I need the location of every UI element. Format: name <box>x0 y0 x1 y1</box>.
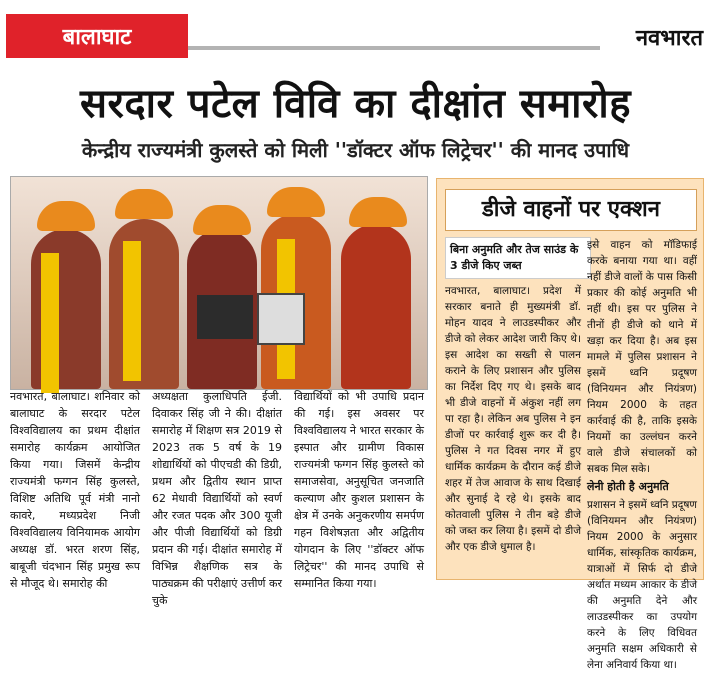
turban-shape <box>37 201 95 231</box>
sidebar-right-text-2: प्रशासन ने इसमें ध्वनि प्रदूषण (विनियमन और नियंत्रण) नियम 2000 के अनुसार धार्मिक, सांस्कृतिक कार्यक्रम, यात्राओं में सिर्फ दो डीजे अर्थात मध्यम आकार के डीजे की अनुमति देने और लाउडस्पीकर का उपयोग करने के लिए विधिवत अनुमति सक्षम अधिकारी से लेना अनिवार्य किया था। <box>587 499 698 671</box>
article-column <box>10 388 140 590</box>
sidebar-left-text: नवभारत, बालाघाट। प्रदेश में सरकार बनाते ही मुख्यमंत्री डॉ. मोहन यादव ने लाउडस्पीकर और डीजे को लेकर आदेश जारी किए थे। इस आदेश का सख्ती से पालन कराने के लिए प्रशासन और पुलिस का निर्देश दिए गए थे। इसके बाद भी डीजे वाहनों में अंकुश नहीं लग पा रहा है। लेकिन अब पुलिस ने इन डीजों पर कार्रवाई शुरू कर दी है। पुलिस ने गत दिवस नगर में हुए धार्मिक कार्यक्रम के दौरान कई डीजे शहर में तेज आवाज के साथ दिखाई और सुनाई दे रहे थे। इसके बाद कोतवाली पुलिस ने तीन बड़े डीजे को जब्त कर लिया है। इसमें दो डीजे और एक डीजे धुमाल है। <box>445 285 581 553</box>
turban-shape <box>193 205 251 235</box>
sidebar-right-heading: लेनी होती है अनुमति <box>587 480 669 493</box>
header-rule <box>188 46 600 50</box>
sidebar-right-column <box>587 237 697 673</box>
page-subheadline: केन्द्रीय राज्यमंत्री कुलस्ते को मिली ''डॉक्टर ऑफ लिट्रेचर'' की मानद उपाधि <box>81 138 630 162</box>
ceremony-photo <box>10 176 428 390</box>
article-text: अध्यक्षता कुलाधिपति ईजी. दिवाकर सिंह जी ने की। दीक्षांत समारोह में शिक्षण सत्र 2019 से 2023 तक 5 वर्ष के 19 शोद्यार्थियों को पीएचडी की डिग्री, प्रथम और द्वितीय स्थान प्राप्त 62 मेधावी विद्यार्थियों को स्वर्ण और रजत पदक और 300 यूजी और पीजी विद्यार्थियों को डिग्री प्रदान की गई। दीक्षांत समारोह में विभिन्न शैक्षणिक सत्र के पाठ्यक्रम की परीक्षाएं उत्तीर्ण कर चुके <box>152 390 282 607</box>
newspaper-brand: नवभारत <box>635 26 703 51</box>
masthead <box>0 0 711 62</box>
page-headline: सरदार पटेल विवि का दीक्षांत समारोह <box>80 81 631 127</box>
stole-shape <box>41 253 59 393</box>
article-column <box>294 388 424 590</box>
turban-shape <box>115 189 173 219</box>
turban-shape <box>349 197 407 227</box>
sidebar-title: डीजे वाहनों पर एक्शन <box>445 189 697 231</box>
sidebar-subhead: बिना अनुमति और तेज साउंड के 3 डीजे किए जब्त <box>445 237 591 279</box>
article-text: नवभारत, बालाघाट। शनिवार को बालाघाट के सरदार पटेल विश्वविद्यालय का प्रथम दीक्षांत समारोह कार्यक्रम आयोजित किया गया। जिसमें केन्द्रीय राज्यमंत्री फग्गन सिंह कुलस्ते, विशिष्ट अतिथि पूर्व मंत्री नानो कावरे, मध्यप्रदेश निजी विश्वविद्यालय विनियामक आयोग अध्यक्ष डॉ. भरत शरण सिंह, बाबूजी चंदभान सिंह प्रमुख रूप से मौजूद थे। समारोह की <box>10 390 140 590</box>
sidebar-story <box>436 178 704 671</box>
stole-shape <box>123 241 141 381</box>
person-figure <box>341 224 411 389</box>
article-column <box>152 388 282 607</box>
article-text: विद्यार्थियों को भी उपाधि प्रदान की गई। इस अवसर पर विश्वविद्यालय ने भारत सरकार के इस्पात और ग्रामीण विकास राज्यमंत्री फग्गन सिंह कुलस्ते को समाजसेवा, अनुसूचित जनजाति कल्याण और कुशल प्रशासन के क्षेत्र में उनके अनुकरणीय समर्पण गहन विशेषज्ञता और अद्वितीय योगदान के लिए ''डॉक्टर ऑफ लिट्रेचर'' की मानद उपाधि से सम्मानित किया गया। <box>294 390 424 590</box>
certificate-frame <box>197 295 253 339</box>
main-article-body <box>10 388 430 607</box>
certificate-frame <box>257 293 305 345</box>
sidebar-right-text: इसे वाहन को मॉडिफाई करके बनाया गया था। वहीं नहीं डीजे वालों के पास किसी प्रकार की कोई अनुमति भी नहीं थी। इस पर पुलिस ने तीनों ही डीजे को थाने में खड़ा कर दिया है। अब इस मामले में पुलिस प्रशासन ने इसमें ध्वनि प्रदूषण (विनियमन और नियंत्रण) नियम 2000 के तहत कार्रवाई की है, ताकि इसके नियमों का उल्लंघन करने वाले डीजे संचालकों को सबक मिल सके। <box>587 239 697 475</box>
person-figure <box>109 219 179 389</box>
turban-shape <box>267 187 325 217</box>
section-tab: बालाघाट <box>6 14 188 58</box>
